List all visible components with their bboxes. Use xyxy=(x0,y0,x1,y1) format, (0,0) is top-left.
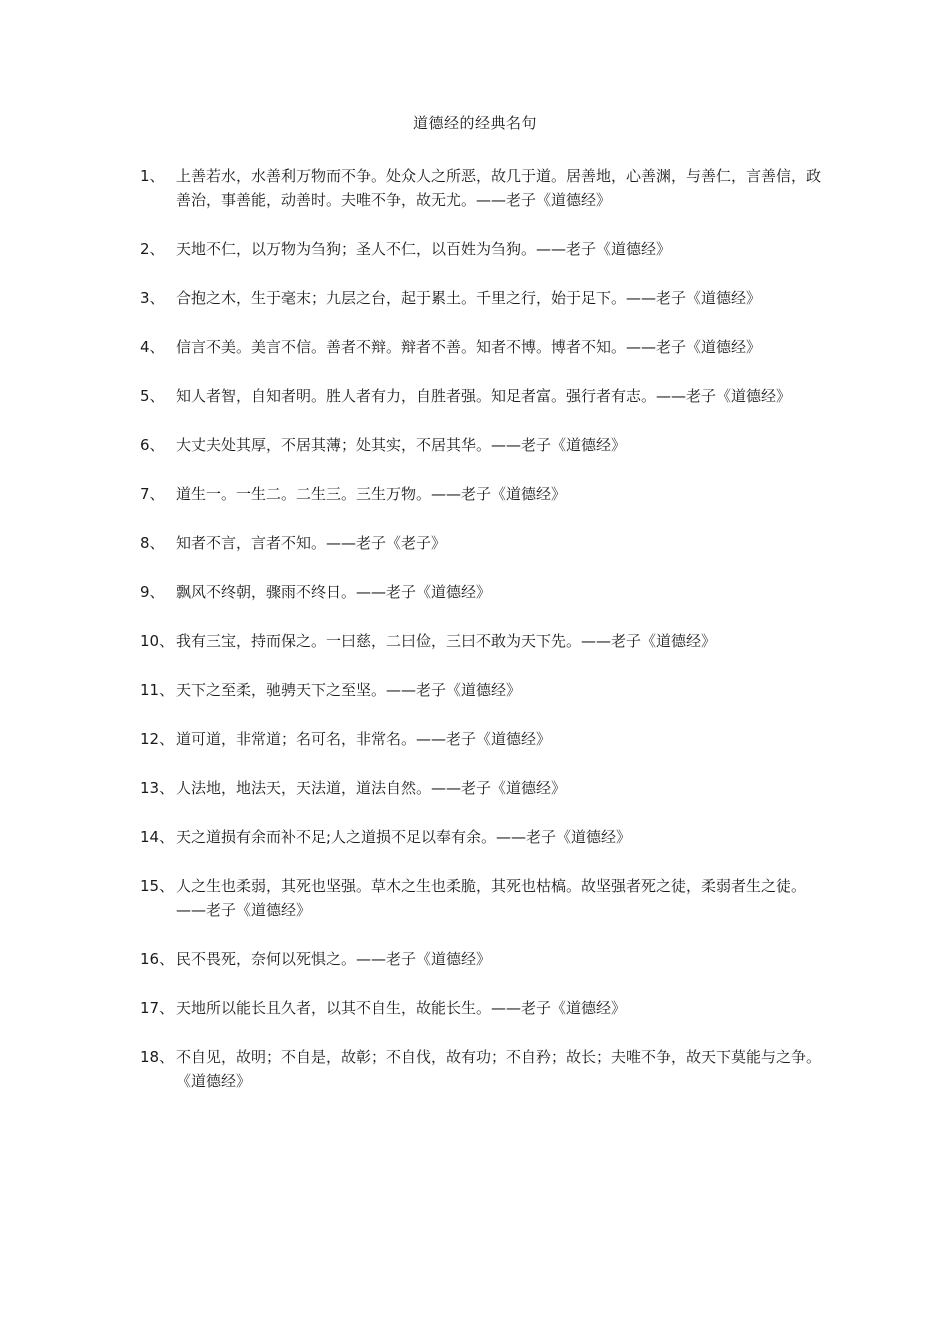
quote-number: 9、 xyxy=(140,583,165,601)
quote-list xyxy=(140,164,830,1118)
quote-text: 人之生也柔弱，其死也坚强。草木之生也柔脆，其死也枯槁。故坚强者死之徒，柔弱者生之徒。——老子《道德经》 xyxy=(176,877,807,919)
quote-number: 17、 xyxy=(140,999,175,1017)
page-title: 道德经的经典名句 xyxy=(412,114,537,132)
quote-number: 12、 xyxy=(140,730,175,748)
quote-item xyxy=(140,727,830,751)
quote-number: 8、 xyxy=(140,534,165,552)
quote-item xyxy=(140,335,830,359)
quote-item xyxy=(140,531,830,555)
quote-text: 天之道损有余而补不足;人之道损不足以奉有余。——老子《道德经》 xyxy=(176,828,632,846)
quote-number: 13、 xyxy=(140,779,175,797)
quote-item xyxy=(140,580,830,604)
quote-text: 大丈夫处其厚，不居其薄；处其实，不居其华。——老子《道德经》 xyxy=(176,436,627,454)
quote-text: 知者不言，言者不知。——老子《老子》 xyxy=(176,534,447,552)
quote-item xyxy=(140,384,830,408)
quote-item xyxy=(140,825,830,849)
quote-item xyxy=(140,164,830,212)
quote-text: 民不畏死，奈何以死惧之。——老子《道德经》 xyxy=(176,950,492,968)
quote-item xyxy=(140,1045,830,1093)
quote-number: 5、 xyxy=(140,387,165,405)
quote-item xyxy=(140,996,830,1020)
quote-number: 6、 xyxy=(140,436,165,454)
quote-text: 天地所以能长且久者，以其不自生，故能长生。——老子《道德经》 xyxy=(176,999,627,1017)
quote-text: 合抱之木，生于毫末；九层之台，起于累土。千里之行，始于足下。——老子《道德经》 xyxy=(176,289,762,307)
quote-number: 10、 xyxy=(140,632,175,650)
quote-item xyxy=(140,237,830,261)
quote-item xyxy=(140,286,830,310)
quote-number: 11、 xyxy=(140,681,175,699)
quote-text: 知人者智，自知者明。胜人者有力，自胜者强。知足者富。强行者有志。——老子《道德经》 xyxy=(176,387,792,405)
quote-item xyxy=(140,629,830,653)
quote-text: 道生一。一生二。二生三。三生万物。——老子《道德经》 xyxy=(176,485,567,503)
quote-item xyxy=(140,433,830,457)
quote-number: 14、 xyxy=(140,828,175,846)
quote-text: 不自见，故明；不自是，故彰；不自伐，故有功；不自矜；故长；夫唯不争，故天下莫能与之争。《道德经》 xyxy=(176,1048,822,1090)
quote-number: 18、 xyxy=(140,1048,175,1066)
quote-item xyxy=(140,482,830,506)
quote-text: 上善若水，水善利万物而不争。处众人之所恶，故几于道。居善地，心善渊，与善仁，言善信，政善治，事善能，动善时。夫唯不争，故无尤。——老子《道德经》 xyxy=(176,167,822,209)
quote-text: 信言不美。美言不信。善者不辩。辩者不善。知者不博。博者不知。——老子《道德经》 xyxy=(176,338,762,356)
quote-number: 2、 xyxy=(140,240,165,258)
quote-number: 7、 xyxy=(140,485,165,503)
quote-number: 16、 xyxy=(140,950,175,968)
quote-item xyxy=(140,776,830,800)
quote-item xyxy=(140,947,830,971)
quote-text: 人法地，地法天，天法道，道法自然。——老子《道德经》 xyxy=(176,779,567,797)
quote-number: 15、 xyxy=(140,877,175,895)
quote-text: 我有三宝，持而保之。一曰慈，二曰俭，三曰不敢为天下先。——老子《道德经》 xyxy=(176,632,717,650)
quote-item xyxy=(140,678,830,702)
quote-number: 4、 xyxy=(140,338,165,356)
quote-number: 3、 xyxy=(140,289,165,307)
quote-number: 1、 xyxy=(140,167,165,185)
quote-text: 飘风不终朝，骤雨不终日。——老子《道德经》 xyxy=(176,583,492,601)
quote-text: 天地不仁，以万物为刍狗；圣人不仁，以百姓为刍狗。——老子《道德经》 xyxy=(176,240,672,258)
quote-text: 道可道，非常道；名可名，非常名。——老子《道德经》 xyxy=(176,730,552,748)
quote-text: 天下之至柔，驰骋天下之至坚。——老子《道德经》 xyxy=(176,681,522,699)
quote-item xyxy=(140,874,830,922)
